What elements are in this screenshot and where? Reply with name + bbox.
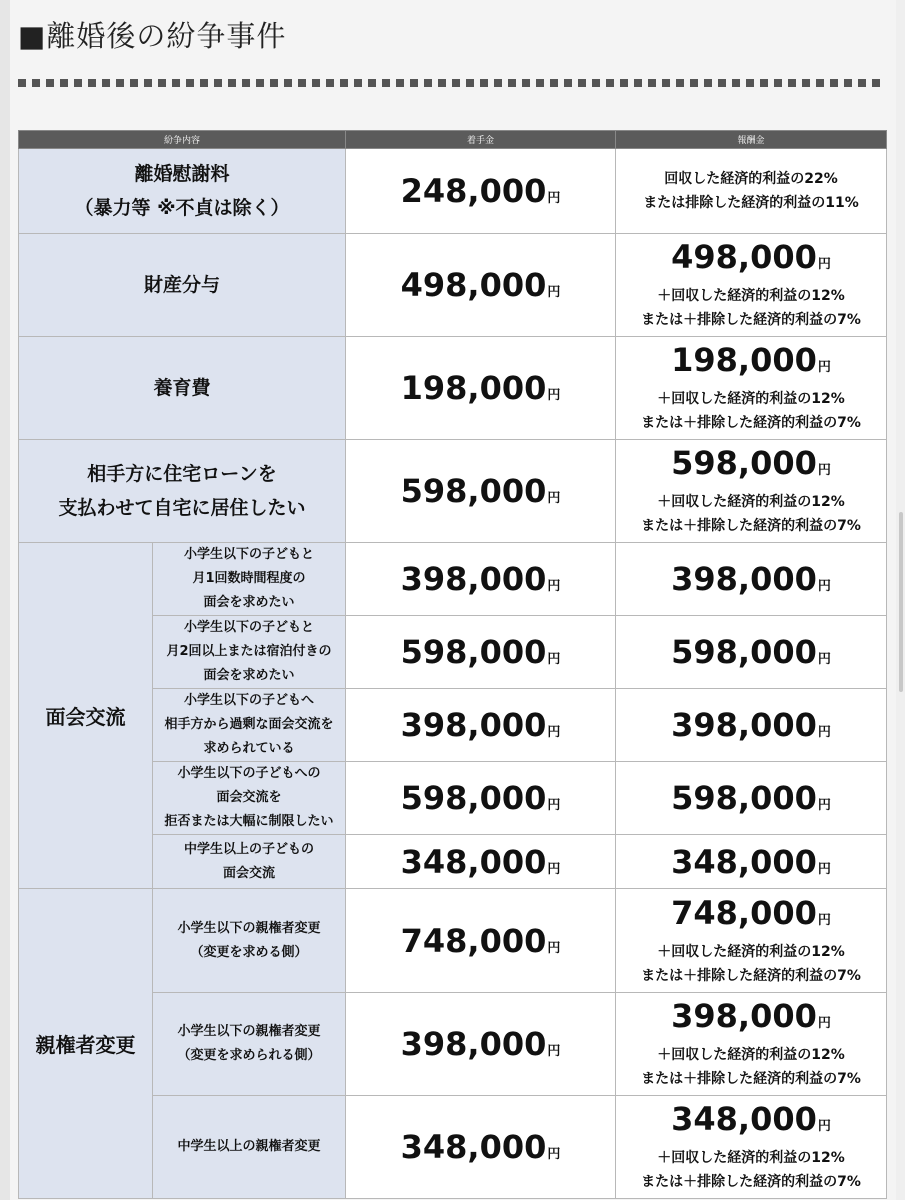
retainer-fee-cell: 398,000円 <box>346 689 616 762</box>
table-row <box>19 149 887 234</box>
retainer-fee: 248,000 <box>400 172 547 210</box>
reward-cell: 748,000円 ＋回収した経済的利益の12% または＋排除した経済的利益の7% <box>616 889 887 993</box>
reward-cell: 398,000円 <box>616 543 887 616</box>
reward-amount: 348,000 <box>671 1100 817 1138</box>
header-reward: 報酬金 <box>616 131 887 149</box>
retainer-fee: 398,000 <box>400 560 547 598</box>
reward-amount: 498,000 <box>671 238 817 276</box>
scrollbar-track[interactable] <box>896 0 905 1200</box>
reward-cell: 198,000円 ＋回収した経済的利益の12% または＋排除した経済的利益の7% <box>616 337 887 440</box>
table-row <box>19 337 887 440</box>
retainer-fee-cell: 198,000円 <box>346 337 616 440</box>
retainer-fee: 748,000 <box>400 921 547 960</box>
category-cell: 財産分与 <box>19 234 346 337</box>
reward-amount: 598,000 <box>671 779 817 817</box>
fee-table <box>18 130 887 1199</box>
reward-amount: 398,000 <box>671 997 817 1035</box>
left-margin <box>0 0 10 1200</box>
retainer-fee: 348,000 <box>400 1128 547 1166</box>
reward-cell: 398,000円 <box>616 689 887 762</box>
retainer-fee-cell: 598,000円 <box>346 616 616 689</box>
retainer-fee: 198,000 <box>400 369 547 407</box>
table-row <box>19 234 887 337</box>
subcategory-cell: 小学生以下の子どもへの 面会交流を 拒否または大幅に制限したい <box>153 762 346 835</box>
retainer-fee: 598,000 <box>400 472 547 510</box>
retainer-fee-cell: 348,000円 <box>346 835 616 889</box>
category-cell: 離婚慰謝料 （暴力等 ※不貞は除く） <box>19 149 346 234</box>
retainer-fee-cell: 248,000円 <box>346 149 616 234</box>
retainer-fee-cell: 348,000円 <box>346 1096 616 1199</box>
scrollbar-thumb[interactable] <box>899 512 903 692</box>
subcategory-cell: 中学生以上の親権者変更 <box>153 1096 346 1199</box>
subcategory-cell: 小学生以下の子どもへ 相手方から過剰な面会交流を 求められている <box>153 689 346 762</box>
subcategory-cell: 小学生以下の子どもと 月1回数時間程度の 面会を求めたい <box>153 543 346 616</box>
reward-cell: 398,000円 ＋回収した経済的利益の12% または＋排除した経済的利益の7% <box>616 993 887 1096</box>
retainer-fee: 498,000 <box>400 266 547 304</box>
reward-cell: 回収した経済的利益の22% または排除した経済的利益の11% <box>616 149 887 234</box>
table-header-row <box>19 131 887 149</box>
reward-amount: 348,000 <box>671 842 817 881</box>
reward-cell: 348,000円 <box>616 835 887 889</box>
reward-cell: 348,000円 ＋回収した経済的利益の12% または＋排除した経済的利益の7% <box>616 1096 887 1199</box>
reward-amount: 748,000 <box>671 893 817 932</box>
table-row <box>19 543 887 616</box>
header-retainer: 着手金 <box>346 131 616 149</box>
category-cell: 相手方に住宅ローンを 支払わせて自宅に居住したい <box>19 440 346 543</box>
reward-amount: 598,000 <box>671 444 817 482</box>
table-row <box>19 889 887 993</box>
retainer-fee: 348,000 <box>400 842 547 881</box>
dotted-divider <box>18 79 886 87</box>
reward-cell: 598,000円 <box>616 616 887 689</box>
reward-amount: 198,000 <box>671 341 817 379</box>
category-visitation: 面会交流 <box>19 543 153 889</box>
retainer-fee: 598,000 <box>400 779 547 817</box>
subcategory-cell: 小学生以下の親権者変更 （変更を求める側） <box>153 889 346 993</box>
reward-cell: 498,000円 ＋回収した経済的利益の12% または＋排除した経済的利益の7% <box>616 234 887 337</box>
category-custody: 親権者変更 <box>19 889 153 1199</box>
reward-amount: 598,000 <box>671 633 817 671</box>
retainer-fee-cell: 748,000円 <box>346 889 616 993</box>
page-title: ■離婚後の紛争事件 <box>18 19 287 53</box>
retainer-fee-cell: 398,000円 <box>346 543 616 616</box>
reward-cell: 598,000円 ＋回収した経済的利益の12% または＋排除した経済的利益の7% <box>616 440 887 543</box>
reward-amount: 398,000 <box>671 560 817 598</box>
retainer-fee: 398,000 <box>400 706 547 744</box>
reward-cell: 598,000円 <box>616 762 887 835</box>
retainer-fee-cell: 598,000円 <box>346 440 616 543</box>
retainer-fee: 398,000 <box>400 1025 547 1063</box>
table-row <box>19 440 887 543</box>
retainer-fee-cell: 598,000円 <box>346 762 616 835</box>
header-dispute: 紛争内容 <box>19 131 346 149</box>
retainer-fee-cell: 398,000円 <box>346 993 616 1096</box>
category-cell: 養育費 <box>19 337 346 440</box>
subcategory-cell: 小学生以下の親権者変更 （変更を求められる側） <box>153 993 346 1096</box>
subcategory-cell: 小学生以下の子どもと 月2回以上または宿泊付きの 面会を求めたい <box>153 616 346 689</box>
subcategory-cell: 中学生以上の子どもの 面会交流 <box>153 835 346 889</box>
retainer-fee-cell: 498,000円 <box>346 234 616 337</box>
retainer-fee: 598,000 <box>400 633 547 671</box>
reward-amount: 398,000 <box>671 706 817 744</box>
